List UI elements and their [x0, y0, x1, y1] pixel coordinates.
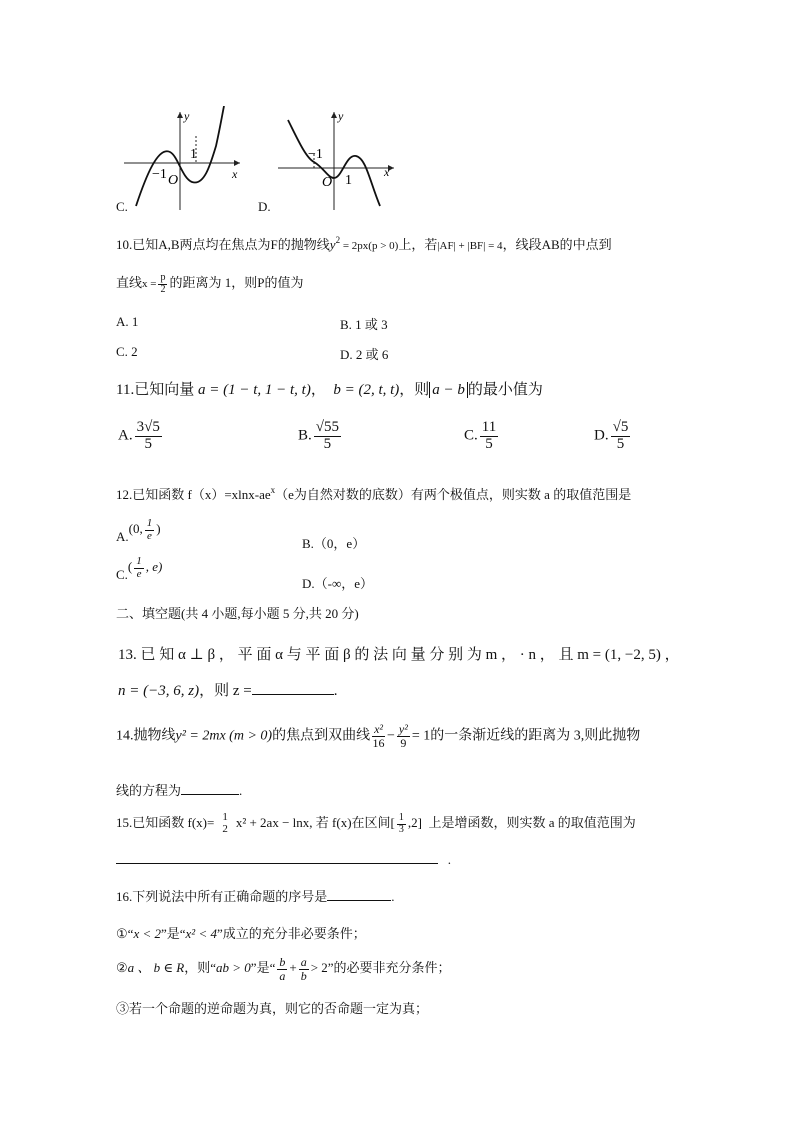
- q10-frac-num: p: [160, 272, 166, 284]
- q11-option-b-label: B.: [298, 427, 312, 444]
- q12-option-a-num: 1: [146, 517, 153, 529]
- q11-option-a: [118, 420, 164, 453]
- q15-int-frac: [397, 813, 406, 835]
- q11-option-c-frac: [480, 420, 498, 453]
- q10-option-d: D. 2 或 6: [340, 347, 389, 362]
- q10-frac: [158, 273, 167, 295]
- q11-sep: ，: [310, 382, 326, 398]
- q14-frac-x-num: x²: [374, 722, 384, 736]
- q15-mid: , 若 f(x)在区间: [309, 815, 391, 830]
- q15-frac-half: [220, 812, 230, 835]
- q12-option-a-label: A.: [116, 529, 129, 545]
- q16-item1-pre: ①“: [116, 926, 134, 941]
- q15-answer-blank[interactable]: [116, 863, 438, 864]
- q15-expr: x² + 2ax − lnx: [235, 815, 310, 830]
- q11-option-d-frac: [611, 420, 631, 453]
- q16-item2-a: a 、 b ∈ R: [127, 960, 185, 976]
- q10-option-c: C. 2: [116, 344, 138, 359]
- q16-item2-frac2-den: b: [300, 968, 307, 983]
- q10-option-b: B. 1 或 3: [340, 317, 388, 332]
- q11-option-d-num: √5: [612, 419, 629, 435]
- graph-c-y-label: y: [184, 109, 190, 123]
- q16-item2-suf: ”的必要非充分条件；: [327, 960, 451, 976]
- q12-option-a-close: ): [156, 521, 161, 537]
- q12-option-c: [116, 555, 163, 583]
- q11-option-b-num: √55: [315, 419, 339, 435]
- q14-line1: [116, 723, 640, 749]
- graph-option-d: [272, 106, 402, 214]
- q11-option-a-num: 3√5: [136, 419, 160, 435]
- graph-d-tick-neg: −1: [308, 147, 323, 162]
- q11-vec-b: b = (2, t, t): [333, 382, 400, 398]
- q13-line2: [118, 679, 337, 700]
- q14-answer-blank[interactable]: [181, 794, 239, 795]
- q15-int-den: 3: [398, 823, 404, 835]
- q13-line1: 13. 已 知 α ⊥ β ， 平 面 α 与 平 面 β 的 法 向 量 分 别 为 m ， · n ， 且 m = (1, −2, 5) ，: [118, 647, 680, 663]
- q16-item2-pre: ②: [116, 960, 128, 976]
- q10-cond: |AF| + |BF| = 4: [437, 240, 503, 252]
- q12-option-a-den: e: [147, 529, 152, 542]
- graph-c-label: C.: [116, 199, 128, 214]
- graph-c-tick-neg: −1: [152, 167, 167, 182]
- q15-frac-half-den: 2: [222, 823, 228, 836]
- q12-stem-exp: x: [270, 485, 276, 495]
- q10-line-eq: x =: [142, 278, 157, 290]
- q11-option-d-den: 5: [616, 435, 625, 452]
- q10-parabola-exp: 2: [335, 235, 341, 245]
- q12-option-c-num: 1: [136, 555, 142, 567]
- q11-option-a-frac: [135, 420, 162, 453]
- q13-answer-blank[interactable]: [252, 694, 334, 695]
- q14-frac-y: [397, 723, 410, 749]
- q16-item1-suf: ”成立的充分非必要条件；: [216, 926, 366, 941]
- section-fill-in-title: 二、填空题(共 4 小题,每小题 5 分,共 20 分): [116, 606, 359, 621]
- q12-option-c-rest: , e): [145, 559, 163, 575]
- q10-line2-suffix: 的距离为 1，则P的值为: [169, 275, 304, 290]
- graph-d-tick-pos: 1: [345, 173, 352, 188]
- q11-vec-a: a = (1 − t, 1 − t, t): [197, 382, 311, 398]
- q12-option-a: [116, 517, 161, 545]
- q14-prefix: 14.抛物线: [116, 728, 176, 744]
- q14-line2: [116, 780, 242, 799]
- graph-c-tick-pos: 1: [190, 147, 197, 162]
- q12-option-c-open: (: [127, 559, 133, 575]
- q14-suffix: 的一条渐近线的距离为 3,则此抛物: [430, 728, 641, 744]
- q11-option-b-den: 5: [323, 435, 332, 452]
- q16-item2-plus: +: [289, 960, 297, 976]
- q15-prefix: 15.已知函数 f(x)=: [116, 815, 215, 830]
- q14-frac-x: [372, 723, 385, 749]
- q16-stem-text: 16.下列说法中所有正确命题的序号是: [116, 889, 328, 904]
- q11-option-b-frac: [314, 420, 341, 453]
- q16-item2-frac1-num: b: [279, 955, 286, 969]
- q16-item2-frac1-den: a: [279, 968, 286, 983]
- graph-d-y-label: y: [338, 109, 344, 123]
- q12-option-c-label: C.: [116, 567, 128, 583]
- q11-prefix: 11.已知向量: [116, 382, 198, 398]
- q10-prefix: 10.已知A,B两点均在焦点为F的抛物线: [116, 237, 330, 252]
- q11-option-c-num: 11: [481, 419, 497, 435]
- q16-item-1: [116, 923, 366, 942]
- q12-option-a-frac: [145, 518, 155, 542]
- q10-option-a: A. 1: [116, 314, 139, 329]
- q12-stem-text: 12.已知函数 f（x）=xlnx-ae: [116, 487, 271, 502]
- q11-mid: ，则: [399, 382, 430, 398]
- q11-option-b: [298, 420, 343, 453]
- graph-option-c: [118, 106, 248, 214]
- q16-stem: [116, 886, 395, 905]
- q15-line2: [116, 852, 451, 868]
- graph-c-origin: O: [168, 173, 179, 188]
- q14-parabola: y² = 2mx (m > 0): [175, 728, 273, 744]
- graph-d-label: D.: [258, 199, 271, 214]
- q11-option-c-den: 5: [485, 435, 493, 452]
- q10-mid: 上，若: [398, 237, 438, 252]
- q16-item2-mid2: ”是“: [250, 960, 276, 976]
- graph-c-x-label: x: [232, 167, 238, 181]
- q11-stem: [116, 378, 543, 399]
- q16-item2-gt: > 2: [310, 960, 328, 976]
- q12-option-a-open: (0,: [128, 521, 143, 537]
- q11-option-d-label: D.: [594, 427, 609, 444]
- q16-answer-blank[interactable]: [327, 900, 391, 901]
- q16-item1-b: x² < 4: [185, 926, 217, 941]
- q14-frac-y-num: y²: [398, 722, 408, 736]
- q12-option-b: B.（0，e）: [302, 536, 366, 551]
- q15-suffix: 上是增函数，则实数 a 的取值范围为: [428, 815, 636, 830]
- q10-suffix: ，线段AB的中点到: [502, 237, 612, 252]
- graph-d-x-label: x: [384, 165, 390, 179]
- q11-option-d: [594, 420, 632, 453]
- q14-frac-y-den: 9: [400, 735, 407, 750]
- q10-parabola: y: [329, 237, 336, 252]
- q13-vector-n: n = (−3, 6, z): [118, 683, 200, 699]
- q12-stem-rest: （e为自然对数的底数）有两个极值点，则实数 a 的取值范围是: [275, 487, 632, 502]
- q15-int-num: 1: [398, 812, 404, 824]
- q14-line2-text: 线的方程为: [116, 783, 182, 798]
- q14-frac-x-den: 16: [372, 735, 385, 750]
- q11-option-a-den: 5: [144, 435, 152, 452]
- q10-parabola-rest: = 2px(p > 0): [340, 240, 399, 252]
- q16-item2-b: ab > 0: [216, 960, 251, 976]
- q16-stem-end: .: [391, 889, 395, 904]
- q14-line2-end: .: [239, 783, 243, 798]
- q11-option-c-label: C.: [464, 427, 478, 444]
- q16-item-3: ③若一个命题的逆命题为真，则它的否命题一定为真；: [116, 1001, 429, 1016]
- q10-line2-prefix: 直线: [116, 275, 143, 290]
- q14-mid: 的焦点到双曲线: [272, 728, 371, 744]
- q16-item2-frac2-num: a: [300, 955, 307, 969]
- q11-option-a-label: A.: [118, 427, 133, 444]
- q15-frac-half-num: 1: [222, 811, 228, 824]
- q15-int-close: ,2]: [407, 815, 422, 830]
- q13-line2-end: .: [333, 683, 338, 699]
- q10-line2: [116, 272, 303, 295]
- q12-option-c-frac: [134, 556, 144, 580]
- q14-minus: −: [387, 728, 395, 744]
- graph-d-origin: O: [322, 175, 333, 190]
- q12-option-d: D.（-∞，e）: [302, 576, 374, 591]
- q15-int-open: [: [390, 815, 395, 830]
- q15-end: .: [447, 852, 451, 867]
- q16-item2-mid1: ，则“: [184, 960, 217, 976]
- q16-item2-frac1: [277, 956, 287, 982]
- q16-item1-a: x < 2: [133, 926, 161, 941]
- q16-item1-mid: ”是“: [160, 926, 186, 941]
- q12-stem: [116, 484, 631, 503]
- q16-item-2: [116, 956, 451, 982]
- q11-suffix: 的最小值为: [467, 382, 543, 398]
- q15-line1: [116, 812, 636, 836]
- q10-line1: [116, 234, 612, 253]
- q11-option-c: [464, 420, 500, 453]
- q16-item2-frac2: [299, 956, 309, 982]
- q10-frac-den: 2: [160, 283, 166, 295]
- q14-eq: = 1: [411, 728, 431, 744]
- q13-line2-mid: ，则 z =: [199, 683, 252, 699]
- q11-expr: a − b: [429, 382, 468, 398]
- q12-option-c-den: e: [136, 567, 142, 580]
